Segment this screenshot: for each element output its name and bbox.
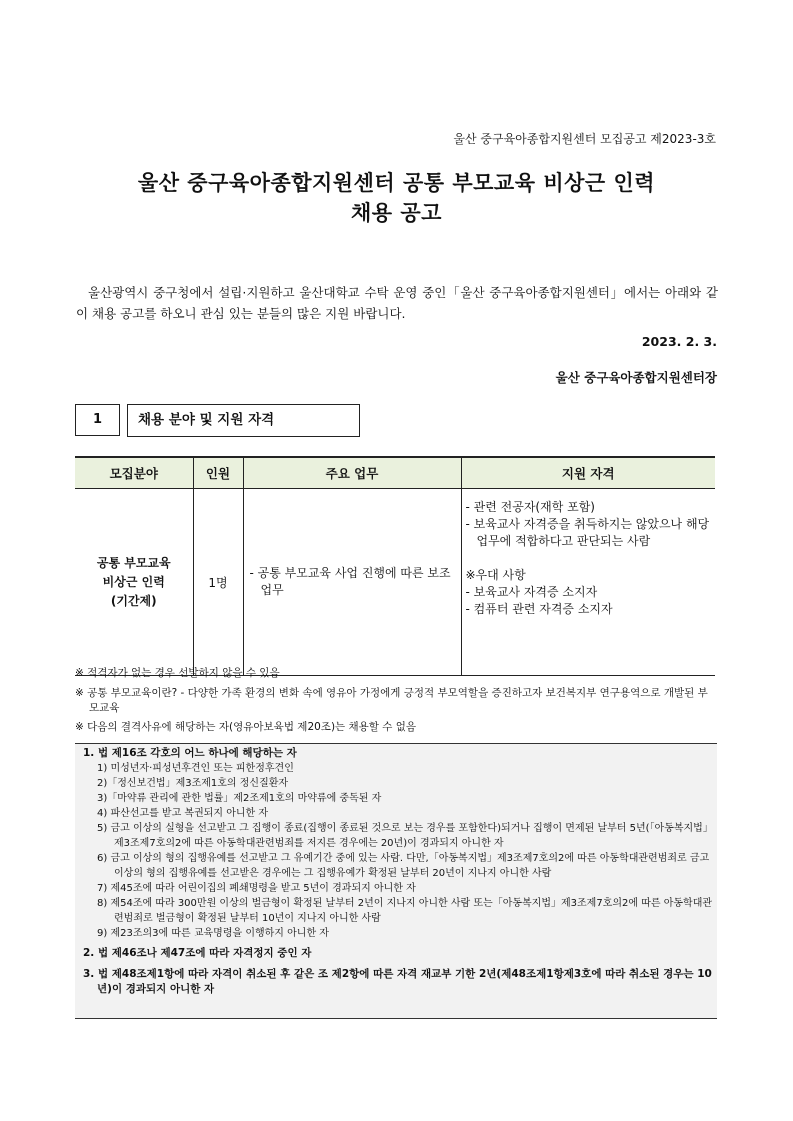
- field-line: 비상근 인력: [102, 574, 165, 589]
- qualification-item: - 관련 전공자(재학 포함): [465, 500, 595, 514]
- disqualification-item: 7) 제45조에 따라 어린이집의 폐쇄명령을 받고 5년이 경과되지 아니한 자: [97, 883, 416, 894]
- title-line-2: 채용 공고: [351, 201, 442, 225]
- notice-number: 울산 중구육아종합지원센터 모집공고 제2023-3호: [453, 132, 716, 146]
- section-number: 1: [75, 404, 120, 436]
- disqualification-item: 6) 금고 이상의 형의 집행유예를 선고받고 그 유예기간 중에 있는 사람. 다만,「아동복지법」제3조제7호의2에 따른 아동학대관련범죄로 금고 이상의 형의 집행유예를 선고받은 경우에는 그 집행유예가 확정된 날부터 20년이 지나지 아니한 사람: [97, 853, 710, 879]
- disqualification-item: 4) 파산선고를 받고 복권되지 아니한 자: [97, 808, 269, 819]
- header-duty: 주요 업무: [243, 457, 461, 489]
- field-line: (기간제): [110, 593, 157, 608]
- disqualification-heading: 1. 법 제16조 각호의 어느 하나에 해당하는 자: [83, 747, 297, 759]
- spacer: [466, 550, 712, 567]
- recruitment-table: [75, 456, 715, 676]
- notes-list: [75, 666, 717, 740]
- header-count: 인원: [193, 457, 243, 489]
- count-cell: 1명: [193, 489, 243, 676]
- header-field: 모집분야: [75, 457, 193, 489]
- note-item: ※ 다음의 결격사유에 해당하는 자(영유아보육법 제20조)는 채용할 수 없음: [75, 721, 417, 733]
- field-line: 공통 부모교육: [96, 555, 171, 570]
- disqualification-item: 8) 제54조에 따라 300만원 이상의 벌금형이 확정된 날부터 2년이 지나지 아니한 사람 또는「아동복지법」제3조제7호의2에 따른 아동학대관련범죄로 벌금형이 확정된 날부터 10년이 지나지 아니한 사람: [97, 898, 713, 924]
- disqualification-item: 5) 금고 이상의 실형을 선고받고 그 집행이 종료(집행이 종료된 것으로 보는 경우를 포함한다)되거나 집행이 면제된 날부터 5년(「아동복지법」제3조제7호의2에 따른 아동학대관련범죄를 저지른 경우에는 20년)이 경과되지 아니한 자: [97, 823, 713, 849]
- disqualification-heading: 3. 법 제48조제1항에 따라 자격이 취소된 후 같은 조 제2항에 따른 자격 재교부 기한 2년(제48조제1항제3호에 따라 취소된 경우는 10년)이 경과되지 아니한 자: [83, 968, 712, 995]
- disqualification-item: 2)「정신보건법」제3조제1호의 정신질환자: [97, 778, 289, 789]
- title-line-1: 울산 중구육아종합지원센터 공통 부모교육 비상근 인력: [137, 171, 656, 195]
- disqualification-box: [75, 743, 717, 1019]
- header-qualification: 지원 자격: [461, 457, 715, 489]
- qualification-cell: [461, 489, 715, 676]
- preference-item: - 컴퓨터 관련 자격증 소지자: [465, 602, 613, 616]
- notice-date: 2023. 2. 3.: [641, 334, 717, 349]
- field-cell: [75, 489, 193, 676]
- section-title: 채용 분야 및 지원 자격: [127, 404, 360, 437]
- table-row: [75, 489, 715, 676]
- preference-item: - 보육교사 자격증 소지자: [465, 585, 598, 599]
- qualification-item: - 보육교사 자격증을 취득하지는 않았으나 해당 업무에 적합하다고 판단되는 사람: [465, 517, 710, 548]
- disqualification-item: 1) 미성년자·피성년후견인 또는 피한정후견인: [97, 763, 294, 774]
- disqualification-item: 3)「마약류 관리에 관한 법률」제2조제1호의 마약류에 중독된 자: [97, 793, 382, 804]
- table-header-row: [75, 457, 715, 489]
- preference-title: ※우대 사항: [465, 568, 526, 582]
- issuer-name: 울산 중구육아종합지원센터장: [555, 370, 717, 385]
- page-title: [60, 168, 733, 228]
- duty-text: - 공통 부모교육 사업 진행에 따른 보조 업무: [249, 566, 451, 597]
- disqualification-item: 9) 제23조의3에 따른 교육명령을 이행하지 아니한 자: [97, 928, 329, 939]
- duty-cell: [243, 489, 461, 676]
- intro-paragraph: 울산광역시 중구청에서 설립·지원하고 울산대학교 수탁 운영 중인「울산 중구육아종합지원센터」에서는 아래와 같이 채용 공고를 하오니 관심 있는 분들의 많은 지원 바랍니다.: [76, 285, 718, 321]
- disqualification-heading: 2. 법 제46조나 제47조에 따라 자격정지 중인 자: [83, 947, 312, 959]
- note-item: ※ 적격자가 없는 경우 선발하지 않을 수 있음: [75, 667, 280, 679]
- note-item: ※ 공통 부모교육이란? - 다양한 가족 환경의 변화 속에 영유아 가정에게 긍정적 부모역할을 증진하고자 보건복지부 연구용역으로 개발된 부모교육: [75, 687, 708, 714]
